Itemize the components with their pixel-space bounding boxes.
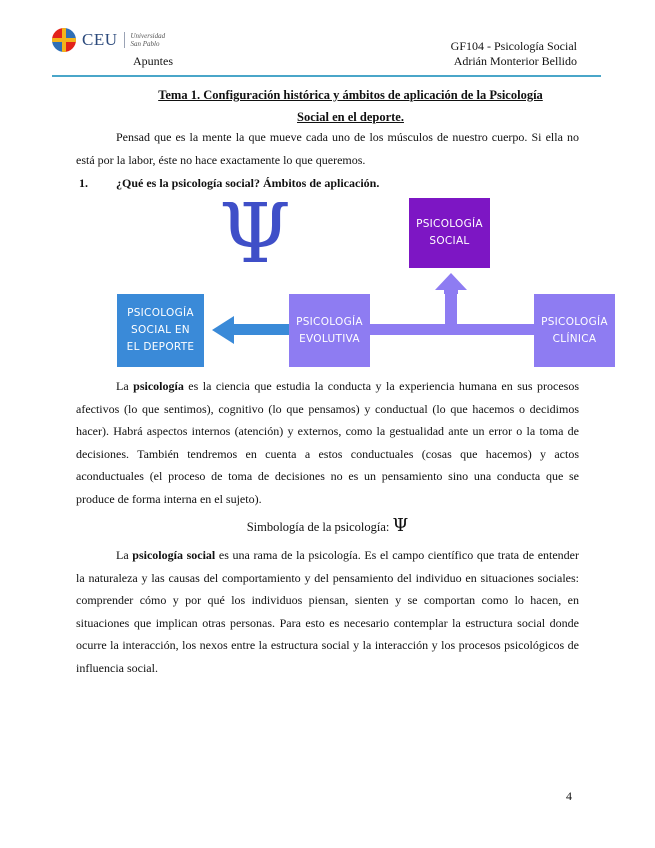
logo-subtext-line1: Universidad bbox=[130, 32, 166, 40]
header-label: Apuntes bbox=[133, 54, 173, 68]
intro-text: Pensad que es la mente la que mueve cada uno de los músculos de nuestro cuerpo. Si ella no está por la labor, éste no hace exactamente lo que queremos. bbox=[76, 130, 579, 167]
box-psicologia-clinica: PSICOLOGÍA CLÍNICA bbox=[534, 294, 615, 367]
box-psicologia-social: PSICOLOGÍA SOCIAL bbox=[409, 198, 490, 268]
title-line-2: Social en el deporte. bbox=[297, 110, 404, 124]
term-psicologia-social: psicología social bbox=[132, 548, 216, 562]
term-psicologia: psicología bbox=[133, 379, 184, 393]
connector-line bbox=[370, 324, 534, 335]
symbology-line bbox=[76, 515, 579, 536]
box-psicologia-deporte: PSICOLOGÍA SOCIAL EN EL DEPORTE bbox=[117, 294, 204, 367]
psi-symbol-icon: Ψ bbox=[219, 187, 291, 282]
social-psychology-paragraph: La psicología social es una rama de la psicología. Es el campo científico que trata de entender la naturaleza y las causas del comportamiento y del pensamiento del individuo en situaciones sociales: comprender cómo y por qué los individuos piensan, sienten y se comportan como lo hacen, en situaciones que implican otras personas. Para esto es necesario contemplar la estructura social donde ocurre la interacción, los nexos entre la estructura social y la interacción y los procesos psicológicos de influencia social. bbox=[76, 548, 580, 675]
arrow-up bbox=[435, 273, 467, 325]
symbology-label: Simbología de la psicología: bbox=[246, 520, 390, 534]
page-number: 4 bbox=[566, 789, 572, 803]
psychology-paragraph: La psicología es la ciencia que estudia la conducta y la experiencia humana en sus procesos afectivos (lo que sentimos), cognitivo (lo que pensamos) y conductual (lo que hacemos o decidimos hacer). Habrá aspectos internos (atención) y externos, como la gestualidad ante un error o la toma de decisiones. También tendremos en cuenta a estos conductuales (cosas que hacemos) y actos aconductuales (el proceso de toma de decisiones no es un pensamiento sino una conducta que se produce de forma interna en el sujeto). bbox=[76, 379, 580, 506]
author-name: Adrián Monterior Bellido bbox=[453, 54, 577, 68]
arrow-left-deporte bbox=[212, 316, 289, 344]
logo-text: CEU bbox=[82, 30, 118, 49]
title-line-1: Tema 1. Configuración histórica y ámbitos de aplicación de la Psicología bbox=[158, 88, 543, 102]
logo-subtext-line2: San Pablo bbox=[130, 40, 160, 48]
section-title: ¿Qué es la psicología social? Ámbitos de aplicación. bbox=[116, 176, 380, 190]
course-name: GF104 - Psicología Social bbox=[450, 39, 577, 53]
section-number: 1. bbox=[79, 176, 88, 190]
psi-small-icon: Ψ bbox=[392, 515, 409, 536]
box-psicologia-evolutiva: PSICOLOGÍA EVOLUTIVA bbox=[289, 294, 370, 367]
